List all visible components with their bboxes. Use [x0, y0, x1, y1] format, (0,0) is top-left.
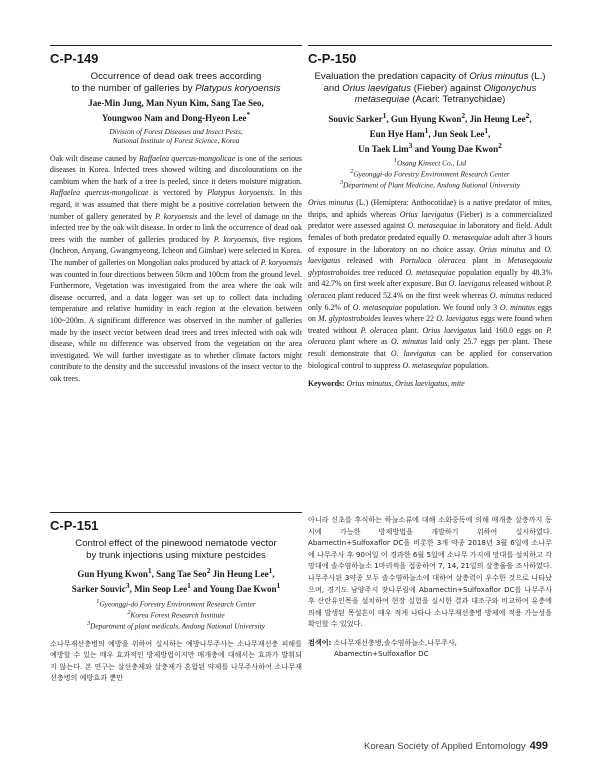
page-number: 499 — [529, 740, 548, 752]
article-abstract: Oak wilt disease caused by Raffaelea quercus-mongolicae is one of the serious diseases in Korea. Infected trees showed wilting and discolourations on the cambium when the bark of a tree is peeled, since it deters moisture migration. Raffaelea quercus-mongolicae is vectored by Platypus koryoensis. In this regard, it was assumed that there might be a positive correlation between the number of gallery generated by P. koryoensis and the level of damage on the infected tree by the oak wilt disease. In order to link the occurrence of dead oak trees with the number of galleries produced by P. koryoensis, five regions (Incheon, Anyang, Gwangmyeong, Icheon and Gimhae) were selected in Korea. The number of galleries on Mongolian oaks produced by attack of P. koryoensis was counted in four directions between 50cm and 100cm from the ground level. Furthermore, Vegetation was investigated from the area where the oak wilt disease occurred, and a data logger was set up to collect data including temperature and relative humidity in each region at the elevation between 100~200m. A significant difference was observed in the number of galleries made by the insect vector between dead trees and trees infected with oak wilt disease, while no difference was observed from the vegetation on the area investigated. We will further investigate as to whether climate factors might contribute to the density and the successful invasions of the insect vector to the oak trees. — [50, 153, 303, 383]
article-affiliations: $^1$Osang Kinsect Co., Ltd $^2$Gyeonggi-do Forestry Environment Research Center $^3$Department of Plant Medicine, Andong National University — [339, 158, 521, 190]
article-keywords — [308, 637, 552, 659]
article-affiliations: $^1$Gyeonggi-do Forestry Environment Research Center $^2$Korea Forest Research Institute $^3$Department of plant medicals, Andong National University — [86, 598, 266, 630]
article-affiliation: Division of Forest Diseases and Insect Pests, National Institute of Forest Science, Korea — [109, 126, 243, 146]
keywords-text: 소나무재선충병,솔수염하늘소,나무주사, Abamectin+Sulfoxaflor DC — [333, 637, 457, 658]
article-authors: Jae-Min Jung, Man Nyun Kim, Sang Tae Seo, Youngwoo Nam and Dong-Hyeon Lee* — [88, 98, 264, 124]
article-c-p-151 — [50, 512, 302, 684]
article-c-p-150 — [308, 45, 552, 389]
article-keywords — [308, 378, 552, 389]
article-authors: Souvic Sarker$^1$, Gun Hyung Kwon$^2$, Jin Heung Lee$^2$, Eun Hye Ham$^1$, Jun Seok Lee$^1$, Un Taek Lim$^3$ and Young Dae Kwon$^2$ — [328, 110, 532, 155]
keywords-label: Keywords: — [308, 379, 345, 389]
article-authors: Gun Hyung Kwon$^1$, Sang Tae Seo$^2$ Jin Heung Lee$^1$, Sarker Souvic$^3$, Min Seop Lee$^1$ and Young Dae Kwon$^1$ — [71, 566, 281, 595]
article-abstract-part2: 아니라 신초를 후식하는 하늘소류에 대해 소화중독에 의해 매개충 살충까지 동시에 가능한 방제방법을 개발하기 위하여 실시하였다. Abamectin+Sulfoxaflor DC을 비롯한 3개 약종 2018년 3월 6일에 소나무에 나무주사 후 90여일 이 경과한 6월 5일에 소나무 가지에 망대를 설치하고 각 망대에 솔수염하늘소 1마리씩을 접종하여 7, 14, 21일의 살충율을 조사하였다. 나무주사된 3약종 모두 솔수염하늘소에 대하여 살충력이 우수한 것으로 나타났으며, 경기도 남양주시 잣나무림에 Abamectin+Sulfoxaflor DC를 나무주사 후 산란유인목을 설치하여 현장 실험을 실시한 결과 대조구와 비교하여 유충에 의해 발생된 목설흔이 매우 적게 나타나 소나무재선충병 방제에 적용 가능성을 확인할 수 있었다. — [308, 515, 552, 629]
article-code: C-P-150 — [308, 51, 357, 66]
keywords-label: 검색어: — [308, 637, 332, 647]
page-footer — [364, 740, 548, 752]
section-rule — [308, 45, 552, 46]
article-code: C-P-151 — [50, 518, 99, 533]
article-c-p-151-continued — [308, 514, 552, 659]
article-title: Occurrence of dead oak trees according to the number of galleries by Platypus koryoensis — [71, 71, 281, 94]
section-rule — [50, 45, 302, 46]
society-name: Korean Society of Applied Entomology — [364, 741, 526, 752]
section-rule — [50, 512, 302, 513]
article-abstract-part1: 소나무재선충병의 예방을 위하여 실시하는 예방나무주사는 소나무재선충 피해를 예방할 수 있는 매우 효과적인 방제방법이지만 매개충에 대해서는 효과가 발휘되지 않는다. 본 연구는 살선충제와 살충제가 혼합된 약제를 나무주사하여 소나무재선충병의 예방효과 뿐만 — [50, 638, 302, 683]
article-code: C-P-149 — [50, 51, 99, 66]
article-title: Control effect of the pinewood nematode vector by trunk injections using mixture pestcides — [75, 538, 277, 561]
article-abstract: Orius minutus (L.) (Hemiptera: Anthocotidae) is a native predator of mites, thrips, and aphids whereas Orius laevigatus (Fieber) is a commercialized predator were assessed against O. metasequiae in laboratory and field. Adult females of both predator predated equally O. metasequiae adult after 3 hours of exposure in the laboratory on no choice assay. Orius minutus and O. laevigatus released with Portulaca oleracea plant in Metasequouia glyptostroboides tree reduced O. metasequiae population equally by 48.3% and 42.7% on first week after exposure. But O. laevigatus released without P. oleracea plant reduced 52.4% on the first week whereas O. minutus reduced only 6.2% of O. metasequiae population. We found only 3 O. minutus eggs on M. glyptostroboides leaves where 22 O. laevigatus eggs were found when treated without P. oleracea plant. Orius laevigatus laid 160.0 eggs on P. oleracea plant where as O. minutus laid only 25.7 eggs per plant. These result demonstrate that O. laevigatus can be applied for conservation biological control to suppress O. metasequiae population. — [308, 198, 553, 370]
article-c-p-149 — [50, 45, 302, 384]
keywords-text: Orius minutus, Orius laevigatus, mite — [346, 379, 465, 389]
article-title: Evaluation the predation capacity of Orius minutus (L.) and Orius laevigatus (Fieber) against Oligonychus metasequiae (Acari: Tetranychidae) — [314, 71, 546, 105]
